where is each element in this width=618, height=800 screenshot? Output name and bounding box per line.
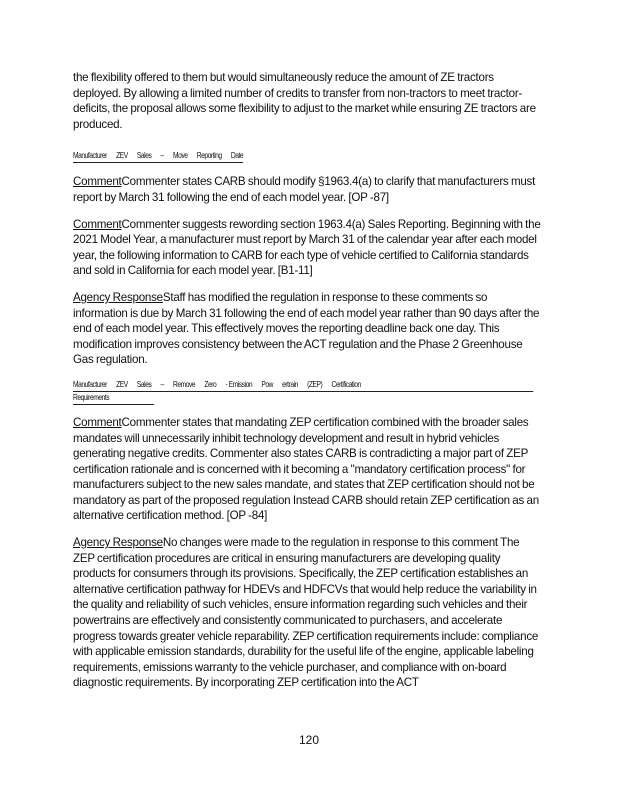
agency-response-label: Agency Response: [73, 290, 163, 304]
heading-word: Sales: [136, 150, 152, 161]
heading-word: - Emission: [225, 378, 253, 389]
section-heading-reporting-date: [73, 150, 440, 163]
comment-paragraph: [73, 415, 543, 524]
section-heading-zep-certification: [73, 379, 440, 405]
heading-word: Sales: [136, 378, 152, 389]
heading-word: Certification: [331, 378, 361, 389]
agency-response-label: Agency Response: [73, 536, 163, 550]
heading-word: Manufacturer: [73, 150, 107, 161]
intro-paragraph: the flexibility offered to them but would simultaneously reduce the amount of ZE tractors deployed. By allowing a limited number of credits to transfer from non-tractors to meet tractor-deficits, the proposal allows some flexibility to adjust to the market while ensuring ZE tractors are produced.: [73, 71, 536, 131]
document-body: [73, 70, 543, 702]
page-number: 120: [298, 733, 320, 747]
comment-paragraph: [73, 217, 543, 279]
comment-paragraph: [73, 174, 543, 205]
heading-word: Zero: [204, 378, 217, 389]
heading-word: –: [160, 150, 164, 161]
comment-label: Comment: [73, 415, 122, 429]
comment-text: Commenter states CARB should modify §1963.4(a) to clarify that manufacturers must report by March 31 following the end of each model year. [OP -87]: [73, 175, 536, 204]
agency-response-text: Staff has modified the regulation in response to these comments so information is due by March 31 following the end of each model year rather than 90 days after the end of each model year. This effectively moves the reporting deadline back one day. This modification improves consistency between the ACT regulation and the Phase 2 Greenhouse Gas regulation.: [73, 290, 540, 367]
heading-word: ZEV: [116, 150, 128, 161]
heading-word: ertrain: [282, 378, 298, 389]
heading-word: (ZEP): [307, 378, 323, 389]
heading-word: Reporting: [196, 150, 222, 161]
heading-second-line: Requirements: [73, 392, 154, 405]
comment-text: Commenter states that mandating ZEP certification combined with the broader sales mandates will unnecessarily inhibit technology development and result in hybrid vehicles generating negative credits. Commenter also states CARB is contradicting a major part of ZEP certification rationale and is concerned with it becoming a "mandatory certification process" for manufacturers subject to the new sales mandate, and states that ZEP certification should not be mandatory as part of the proposed regulation Instead CARB should retain ZEP certification as an alternative certification method. [OP -84]: [73, 415, 539, 523]
heading-underline: [73, 150, 243, 163]
heading-underline: [73, 379, 533, 392]
agency-response-paragraph: [73, 535, 543, 691]
agency-response-text: No changes were made to the regulation in response to this comment The ZEP certification procedures are critical in ensuring manufacturers are developing quality products for consumers through its provisions. Specifically, the ZEP certification establishes an alternative certification pathway for HDEVs and HDFCVs that would help reduce the variability in the quality and reliability of such vehicles, ensure information regarding such vehicles and their powertrains are effectively and consistently communicated to purchasers, and accelerate progress towards greater vehicle reparability. ZEP certification requirements include: compliance with applicable emission standards, durability for the useful life of the engine, applicable labeling requirements, emissions warranty to the vehicle purchaser, and compliance with on-board diagnostic requirements. By incorporating ZEP certification into the ACT: [73, 536, 539, 690]
comment-label: Comment: [73, 175, 122, 189]
comment-text: Commenter suggests rewording section 1963.4(a) Sales Reporting. Beginning with the 2021 Model Year, a manufacturer must report by March 31 of the calendar year after each model year, the following information to CARB for each type of vehicle certified to California standards and sold in California for each model year. [B1-11]: [73, 217, 541, 278]
heading-word: Pow: [261, 378, 273, 389]
heading-word: –: [160, 378, 164, 389]
heading-word: Manufacturer: [73, 378, 107, 389]
agency-response-paragraph: [73, 290, 543, 368]
heading-word: Remove: [173, 378, 196, 389]
comment-label: Comment: [73, 217, 122, 231]
heading-word: Date: [230, 150, 244, 161]
heading-word: ZEV: [116, 378, 128, 389]
heading-word: Move: [173, 150, 188, 161]
